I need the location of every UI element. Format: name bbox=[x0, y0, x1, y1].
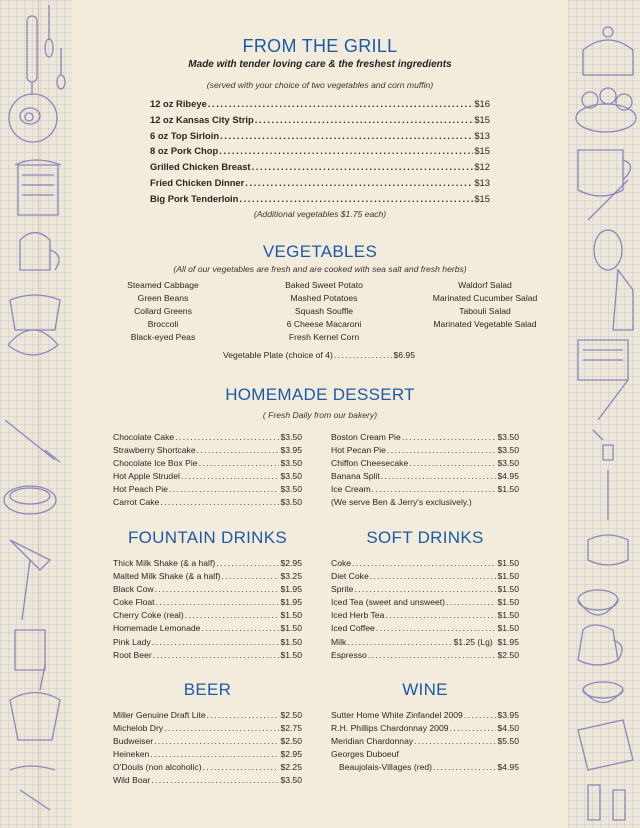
menu-item: Grilled Chicken Breast . . . $12 bbox=[150, 159, 490, 175]
menu-item: Hot Pecan Pie . . . $3.50 bbox=[331, 444, 519, 457]
menu-item: Chocolate Cake . . . $3.50 bbox=[113, 431, 302, 444]
dessert-left-list bbox=[113, 431, 302, 510]
menu-item: Sutter Home White Zinfandel 2009 . . . $3.95 bbox=[331, 709, 519, 722]
menu-item: Miller Genuine Draft Lite . . . $2.50 bbox=[113, 709, 302, 722]
menu-item: Root Beer . . . $1.50 bbox=[113, 649, 302, 662]
dot-leader bbox=[245, 175, 473, 191]
dot-leader bbox=[169, 483, 280, 496]
dot-leader bbox=[414, 735, 496, 748]
dot-leader bbox=[372, 483, 497, 496]
menu-item: Thick Milk Shake (& a half) . . . $2.95 bbox=[113, 557, 302, 570]
grill-title: FROM THE GRILL bbox=[242, 36, 398, 56]
dot-leader bbox=[433, 761, 496, 774]
dot-leader bbox=[185, 609, 280, 622]
dot-leader bbox=[160, 496, 279, 509]
menu-item: 12 oz Kansas City Strip . . . $15 bbox=[150, 112, 490, 128]
vegetable-item: Waldorf Salad bbox=[458, 280, 512, 290]
dot-leader bbox=[203, 761, 280, 774]
dessert-right-list bbox=[331, 431, 519, 510]
menu-item: Heineken . . . $2.95 bbox=[113, 748, 302, 761]
menu-item: Chiffon Cheesecake . . . $3.50 bbox=[331, 457, 519, 470]
menu-item: Meridian Chardonnay . . . $5.50 bbox=[331, 735, 519, 748]
dessert-title: HOMEMADE DESSERT bbox=[225, 385, 415, 404]
menu-item: Black Cow . . . $1.95 bbox=[113, 583, 302, 596]
menu-item: Coke . . . $1.50 bbox=[331, 557, 519, 570]
wine-list bbox=[331, 709, 519, 774]
menu-item: Espresso . . . $2.50 bbox=[331, 649, 519, 662]
beer-title: BEER bbox=[183, 680, 232, 699]
vegetable-item: Green Beans bbox=[137, 293, 189, 303]
menu-item: Banana Split . . . $4.95 bbox=[331, 470, 519, 483]
dot-leader bbox=[385, 609, 496, 622]
dot-leader bbox=[164, 722, 279, 735]
grill-tagline: Made with tender loving care & the freshest ingredients bbox=[188, 59, 452, 70]
fountain-list bbox=[113, 557, 302, 662]
vegetable-item: Steamed Cabbage bbox=[127, 280, 199, 290]
menu-item: Sprite . . . $1.50 bbox=[331, 583, 519, 596]
dot-leader bbox=[354, 583, 496, 596]
menu-item: Iced Coffee . . . $1.50 bbox=[331, 622, 519, 635]
dot-leader bbox=[387, 444, 497, 457]
dessert-note: ( Fresh Daily from our bakery) bbox=[262, 410, 378, 420]
menu-item: Hot Peach Pie . . . $3.50 bbox=[113, 483, 302, 496]
menu-item: Ice Cream . . . $1.50 bbox=[331, 483, 519, 496]
menu-item: 6 oz Top Sirloin . . . $13 bbox=[150, 128, 490, 144]
grill-note: (served with your choice of two vegetables and corn muffin) bbox=[206, 80, 434, 90]
vegetable-item: Marinated Vegetable Salad bbox=[433, 319, 537, 329]
dot-leader bbox=[352, 557, 496, 570]
vegetable-item: Tabouli Salad bbox=[459, 306, 511, 316]
vegetable-item: Black-eyed Peas bbox=[130, 332, 196, 342]
vegetable-item: Baked Sweet Potato bbox=[285, 280, 363, 290]
dot-leader bbox=[152, 636, 280, 649]
menu-item: Hot Apple Strudel . . . $3.50 bbox=[113, 470, 302, 483]
menu-item: Homemade Lemonade . . . $1.50 bbox=[113, 622, 302, 635]
dot-leader bbox=[150, 748, 279, 761]
dot-leader bbox=[153, 649, 280, 662]
soft-drinks-title: SOFT DRINKS bbox=[366, 528, 484, 547]
menu-item: Beaujolais-Villages (red) . . . $4.95 bbox=[331, 761, 519, 774]
vegetable-item: Collard Greens bbox=[134, 306, 192, 316]
menu-item: Pink Lady . . . $1.50 bbox=[113, 636, 302, 649]
dot-leader bbox=[154, 735, 279, 748]
vegetables-column-3 bbox=[400, 279, 570, 331]
dot-leader bbox=[402, 431, 497, 444]
vegetable-item: Marinated Cucumber Salad bbox=[432, 293, 538, 303]
menu-item: Fried Chicken Dinner . . . $13 bbox=[150, 175, 490, 191]
menu-item: Milk . . . $1.25 (Lg) $1.95 bbox=[331, 636, 519, 649]
menu-item: Wild Boar . . . $3.50 bbox=[113, 774, 302, 787]
dot-leader bbox=[197, 444, 280, 457]
vegetables-note: (All of our vegetables are fresh and are cooked with sea salt and fresh herbs) bbox=[173, 264, 467, 274]
ice-cream-note: (We serve Ben & Jerry's exclusively.) bbox=[331, 497, 472, 508]
menu-item: Iced Tea (sweet and unsweet) . . . $1.50 bbox=[331, 596, 519, 609]
vegetables-column-2 bbox=[239, 279, 409, 344]
dot-leader bbox=[219, 143, 473, 159]
dot-leader bbox=[216, 557, 279, 570]
dot-leader bbox=[156, 596, 280, 609]
dot-leader bbox=[181, 470, 280, 483]
vegetable-item: Mashed Potatoes bbox=[290, 293, 358, 303]
menu-item: O'Douls (non alcoholic) . . . $2.25 bbox=[113, 761, 302, 774]
vegetables-column-1 bbox=[78, 279, 248, 344]
dot-leader bbox=[409, 457, 496, 470]
dot-leader bbox=[370, 570, 497, 583]
beer-list bbox=[113, 709, 302, 788]
dot-leader bbox=[334, 349, 393, 362]
wine-title: WINE bbox=[402, 680, 448, 699]
vegetable-item: Fresh Kernel Corn bbox=[288, 332, 360, 342]
menu-item: Iced Herb Tea . . . $1.50 bbox=[331, 609, 519, 622]
dot-leader bbox=[368, 649, 497, 662]
dot-leader bbox=[175, 431, 279, 444]
menu-item: 12 oz Ribeye . . . $16 bbox=[150, 96, 490, 112]
menu-item: Cherry Coke (real) . . . $1.50 bbox=[113, 609, 302, 622]
soft-drinks-list bbox=[331, 557, 519, 662]
menu-item: Chocolate Ice Box Pie . . . $3.50 bbox=[113, 457, 302, 470]
dot-leader bbox=[464, 709, 497, 722]
dot-leader bbox=[347, 636, 452, 649]
menu-item: Malted Milk Shake (& a half) . . . $3.25 bbox=[113, 570, 302, 583]
vegetable-item: Broccoli bbox=[147, 319, 179, 329]
dot-leader bbox=[446, 596, 496, 609]
dot-leader bbox=[381, 470, 497, 483]
dot-leader bbox=[239, 191, 473, 207]
menu-item: Diet Coke . . . $1.50 bbox=[331, 570, 519, 583]
grill-list bbox=[150, 96, 490, 207]
menu-item: Big Pork Tenderloin . . . $15 bbox=[150, 191, 490, 207]
menu-item-line1: Georges Duboeuf bbox=[331, 749, 399, 760]
dot-leader bbox=[151, 774, 279, 787]
menu-item: R.H. Phillips Chardonnay 2009 . . . $4.50 bbox=[331, 722, 519, 735]
vegetable-item: Squash Souffle bbox=[294, 306, 354, 316]
menu-item: 8 oz Pork Chop . . . $15 bbox=[150, 143, 490, 159]
menu-item: Carrot Cake . . . $3.50 bbox=[113, 496, 302, 509]
dot-leader bbox=[201, 622, 279, 635]
dot-leader bbox=[450, 722, 497, 735]
vegetables-title: VEGETABLES bbox=[262, 242, 378, 261]
dot-leader bbox=[199, 457, 280, 470]
vegetable-item: 6 Cheese Macaroni bbox=[286, 319, 362, 329]
menu-item: Coke Float . . . $1.95 bbox=[113, 596, 302, 609]
grill-footer: (Additional vegetables $1.75 each) bbox=[253, 209, 387, 219]
fountain-title: FOUNTAIN DRINKS bbox=[127, 528, 288, 547]
dot-leader bbox=[220, 128, 473, 144]
dot-leader bbox=[252, 159, 474, 175]
dot-leader bbox=[221, 570, 279, 583]
menu-item: Michelob Dry . . . $2.75 bbox=[113, 722, 302, 735]
vegetable-plate: Vegetable Plate (choice of 4) . . . $6.95 bbox=[223, 349, 415, 362]
dot-leader bbox=[255, 112, 474, 128]
dot-leader bbox=[207, 709, 280, 722]
menu-item: Budweiser . . . $2.50 bbox=[113, 735, 302, 748]
dot-leader bbox=[155, 583, 280, 596]
dot-leader bbox=[376, 622, 497, 635]
menu-item: Boston Cream Pie . . . $3.50 bbox=[331, 431, 519, 444]
dot-leader bbox=[208, 96, 474, 112]
menu-item: Strawberry Shortcake . . . $3.95 bbox=[113, 444, 302, 457]
